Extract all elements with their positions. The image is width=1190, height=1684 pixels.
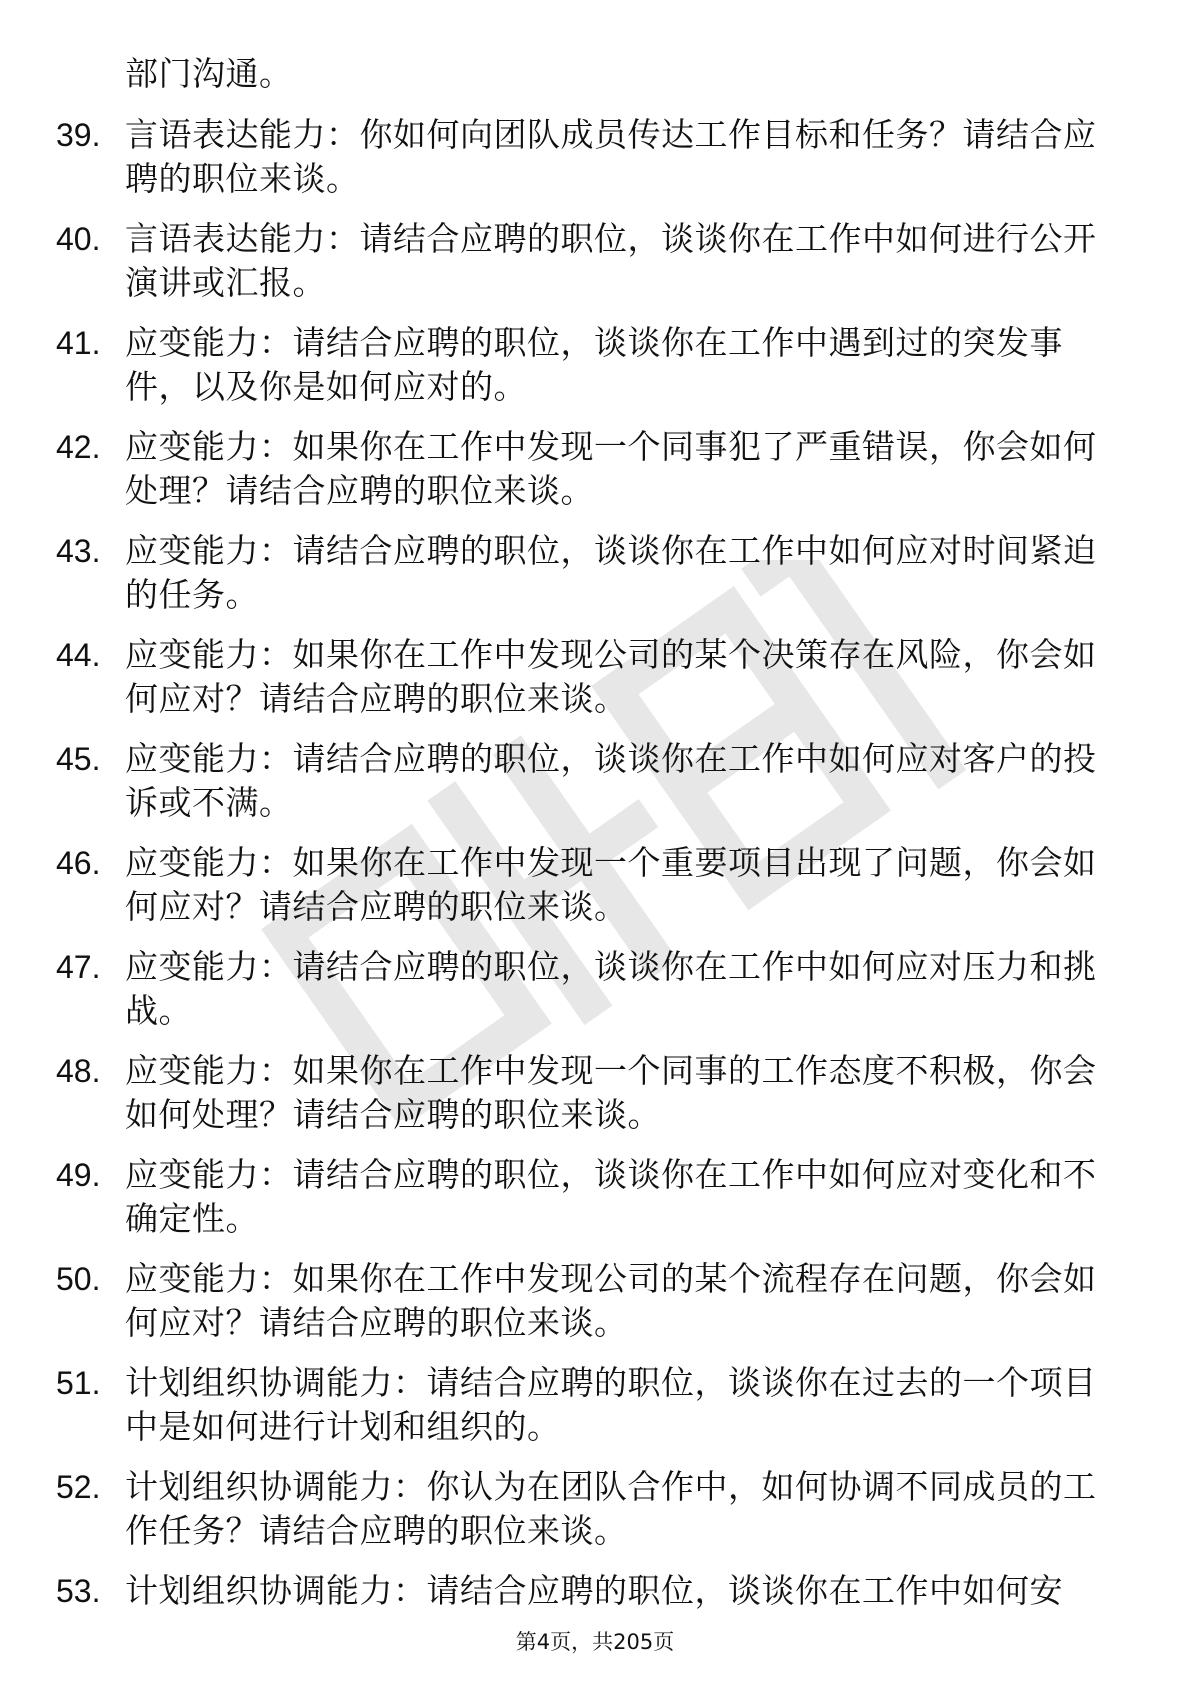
item-number: 48. — [56, 1053, 101, 1089]
item-number: 43. — [56, 533, 101, 569]
item-number: 44. — [56, 637, 101, 673]
item-text: 应变能力：请结合应聘的职位，谈谈你在工作中如何应对客户的投诉或不满。 — [125, 739, 1097, 822]
list-item — [0, 1465, 1190, 1569]
list-item — [0, 945, 1190, 1049]
list-item — [0, 1153, 1190, 1257]
item-text: 计划组织协调能力：请结合应聘的职位，谈谈你在过去的一个项目中是如何进行计划和组织的。 — [125, 1363, 1097, 1446]
item-text: 应变能力：请结合应聘的职位，谈谈你在工作中如何应对变化和不确定性。 — [125, 1155, 1097, 1238]
item-number: 47. — [56, 949, 101, 985]
item-number: 46. — [56, 845, 101, 881]
list-item — [0, 1361, 1190, 1465]
list-item — [0, 1257, 1190, 1361]
page-footer: 第4页，共205页 — [515, 1630, 675, 1654]
item-number: 49. — [56, 1157, 101, 1193]
list-item — [0, 633, 1190, 737]
item-text: 计划组织协调能力：请结合应聘的职位，谈谈你在工作中如何安 — [125, 1571, 1063, 1610]
list-item — [0, 1049, 1190, 1153]
item-text: 应变能力：请结合应聘的职位，谈谈你在工作中遇到过的突发事件，以及你是如何应对的。 — [125, 323, 1063, 406]
item-text: 应变能力：请结合应聘的职位，谈谈你在工作中如何应对压力和挑战。 — [125, 947, 1097, 1030]
list-item — [0, 217, 1190, 321]
item-number: 52. — [56, 1469, 101, 1505]
item-text: 言语表达能力：请结合应聘的职位，谈谈你在工作中如何进行公开演讲或汇报。 — [125, 219, 1097, 302]
item-text: 计划组织协调能力：你认为在团队合作中，如何协调不同成员的工作任务？请结合应聘的职位来谈。 — [125, 1467, 1097, 1550]
item-number: 39. — [56, 117, 101, 153]
item-number: 42. — [56, 429, 101, 465]
item-text: 应变能力：如果你在工作中发现公司的某个决策存在风险，你会如何应对？请结合应聘的职位来谈。 — [125, 635, 1097, 718]
item-number: 40. — [56, 221, 101, 257]
item-text: 言语表达能力：你如何向团队成员传达工作目标和任务？请结合应聘的职位来谈。 — [125, 115, 1097, 198]
item-number: 51. — [56, 1365, 101, 1401]
item-text: 应变能力：如果你在工作中发现一个同事的工作态度不积极，你会如何处理？请结合应聘的职位来谈。 — [125, 1051, 1097, 1134]
item-text: 应变能力：如果你在工作中发现一个同事犯了严重错误，你会如何处理？请结合应聘的职位来谈。 — [125, 427, 1097, 510]
list-item — [0, 529, 1190, 633]
item-number: 53. — [56, 1573, 101, 1609]
item-text: 应变能力：如果你在工作中发现公司的某个流程存在问题，你会如何应对？请结合应聘的职位来谈。 — [125, 1259, 1097, 1342]
item-text: 应变能力：如果你在工作中发现一个重要项目出现了问题，你会如何应对？请结合应聘的职位来谈。 — [125, 843, 1097, 926]
list-item — [0, 841, 1190, 945]
list-item — [0, 321, 1190, 425]
list-item — [0, 1569, 1190, 1673]
item-number: 41. — [56, 325, 101, 361]
list-item — [0, 737, 1190, 841]
list-item — [0, 113, 1190, 217]
list-item — [0, 425, 1190, 529]
item-number: 45. — [56, 741, 101, 777]
question-list — [0, 113, 1190, 1673]
item-text: 应变能力：请结合应聘的职位，谈谈你在工作中如何应对时间紧迫的任务。 — [125, 531, 1097, 614]
item-number: 50. — [56, 1261, 101, 1297]
continuation-text: 部门沟通。 — [125, 54, 293, 93]
